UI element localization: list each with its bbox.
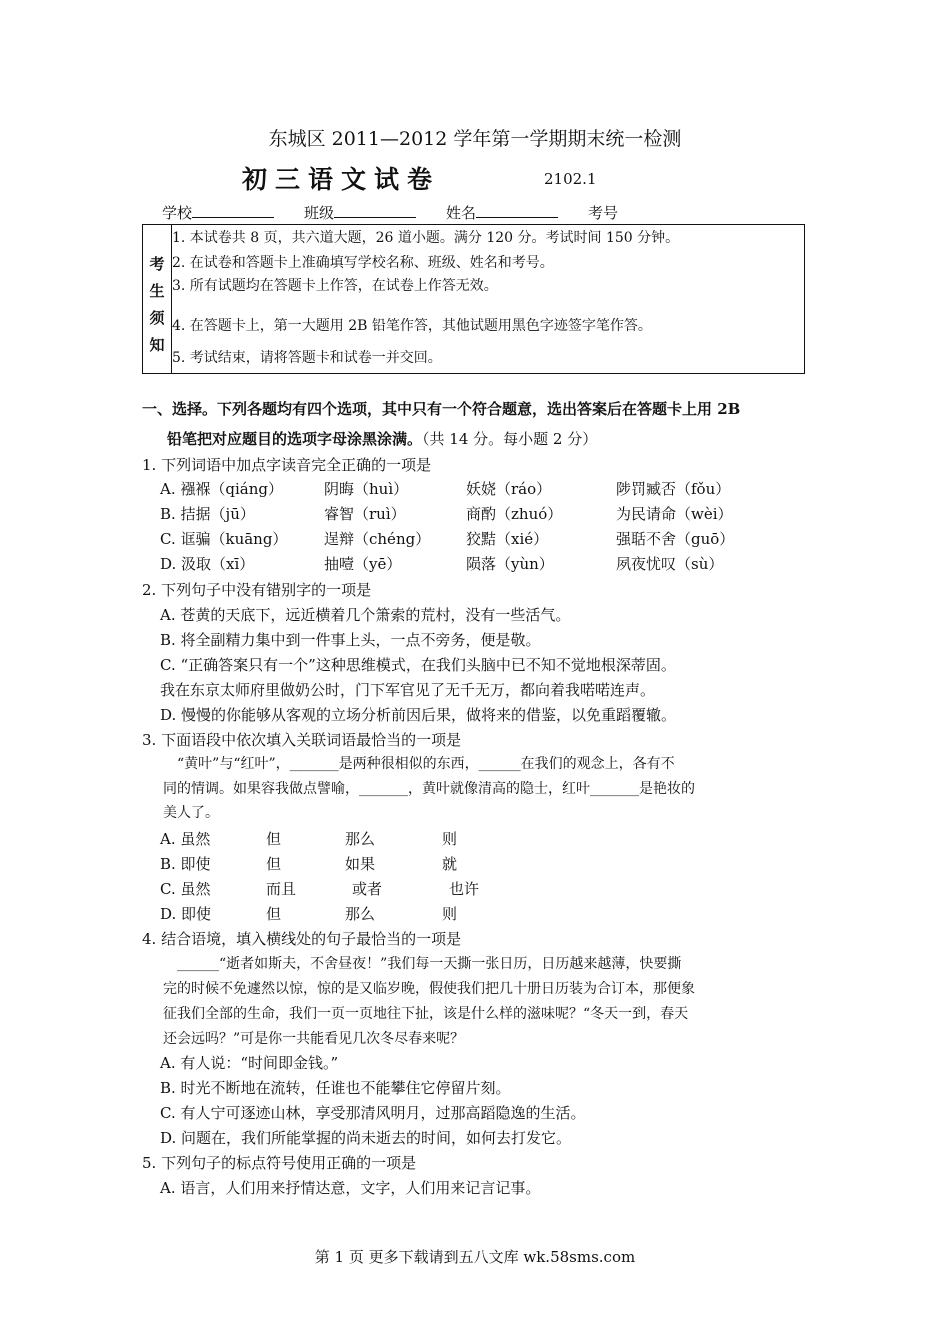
q1-option: 抽噎（yē）: [324, 555, 402, 573]
notice-label-char: 须: [149, 309, 165, 327]
q2-option: A. 苍黄的天底下，远近横着几个箫索的荒村，没有一些活气。: [160, 606, 571, 624]
notice-label-char: 生: [149, 282, 165, 300]
school-field: [162, 202, 274, 223]
section1-instruction: 铅笔把对应题目的选项字母涂黑涂满。: [167, 430, 423, 448]
exam-no-field: [588, 202, 618, 223]
page-footer: 第 1 页 更多下载请到五八文库 wk.58sms.com: [314, 1248, 636, 1266]
school-label: 学校: [162, 204, 193, 222]
notice-table: [142, 224, 805, 374]
q3-stem: 3. 下面语段中依次填入关联词语最恰当的一项是: [142, 731, 462, 749]
notice-label-char: 考: [149, 255, 165, 273]
section1-heading-line2: [167, 428, 597, 449]
q1-option: 睿智（ruì）: [324, 505, 406, 523]
class-label: 班级: [304, 204, 335, 222]
q4-passage-line: ______“逝者如斯夫，不舍昼夜！”我们每一天撕一张日历，日历越来越薄，快要撕: [177, 956, 682, 972]
notice-item: 5. 考试结束，请将答题卡和试卷一并交回。: [172, 350, 805, 374]
q3-option: 如果: [345, 855, 376, 873]
q1-option: 为民请命（wèi）: [616, 505, 733, 523]
q3-passage-line: 同的情调。如果容我做点譬喻，_______，黄叶就像清高的隐士，红叶_______是艳妆的: [163, 781, 695, 797]
q3-option: 也许: [449, 880, 480, 898]
q3-option: 但: [266, 855, 282, 873]
q1-option: D. 汲取（xī）: [160, 555, 255, 573]
q3-option: A. 虽然: [160, 830, 211, 848]
q3-option: 则: [442, 830, 458, 848]
q3-option: 但: [266, 830, 282, 848]
q1-option: 陟罚臧否（fǒu）: [616, 480, 731, 498]
q1-option: 阴晦（huì）: [324, 480, 409, 498]
q4-passage-line: 征我们全部的生命，我们一页一页地往下扯，该是什么样的滋味呢？“冬天一到，春天: [163, 1006, 689, 1022]
q1-stem: 1. 下列词语中加点字读音完全正确的一项是: [142, 456, 432, 474]
q1-option: B. 拮据（jū）: [160, 505, 255, 523]
q3-option: 而且: [266, 880, 297, 898]
name-field: [446, 202, 558, 223]
exam-date: 2102.1: [544, 170, 597, 188]
q4-option: B. 时光不断地在流转，任谁也不能攀住它停留片刻。: [160, 1079, 511, 1097]
q5-option: A. 语言，人们用来抒情达意，文字，人们用来记言记事。: [160, 1179, 541, 1197]
notice-label: [143, 225, 172, 374]
q1-option: A. 襁褓（qiáng）: [160, 480, 283, 498]
q3-option: 就: [442, 855, 458, 873]
q3-option: 那么: [345, 905, 376, 923]
q2-option: B. 将全副精力集中到一件事上头，一点不旁务，便是敬。: [160, 631, 541, 649]
notice-item: 3. 所有试题均在答题卡上作答，在试卷上作答无效。: [172, 278, 805, 318]
exam-title-line1: 东城区 2011—2012 学年第一学期期末统一检测: [268, 128, 682, 150]
q4-passage-line: 还会远吗？”可是你一共能看见几次冬尽春来呢？: [163, 1031, 465, 1047]
q4-option: A. 有人说：“时间即金钱。”: [160, 1054, 339, 1072]
q2-option: C. “正确答案只有一个”这种思维模式，在我们头脑中已不知不觉地根深蒂固。: [160, 656, 676, 674]
q3-option: 或者: [352, 880, 383, 898]
q1-option: 狡黠（xié）: [466, 530, 549, 548]
class-blank: [334, 203, 416, 218]
q1-option: 逞辩（chéng）: [324, 530, 431, 548]
exam-title-line2: 初三语文试卷: [242, 165, 441, 194]
notice-item: 1. 本试卷共 8 页，共六道大题，26 道小题。满分 120 分。考试时间 150 分钟。: [172, 225, 805, 256]
q3-option: C. 虽然: [160, 880, 211, 898]
q4-stem: 4. 结合语境，填入横线处的句子最恰当的一项是: [142, 930, 462, 948]
q4-option: D. 问题在，我们所能掌握的尚未逝去的时间，如何去打发它。: [160, 1129, 572, 1147]
q1-option: 夙夜忧叹（sù）: [616, 555, 724, 573]
q1-option: 强聒不舍（guō）: [616, 530, 735, 548]
exam-no-label: 考号: [588, 204, 619, 222]
q3-passage-line: 美人了。: [163, 805, 219, 821]
school-blank: [192, 203, 274, 218]
q2-option: 我在东京太师府里做奶公时，门下军官见了无千无万，都向着我喏喏连声。: [160, 681, 656, 699]
q1-option: C. 诓骗（kuāng）: [160, 530, 288, 548]
q3-option: D. 即使: [160, 905, 212, 923]
q3-option: 那么: [345, 830, 376, 848]
class-field: [304, 202, 416, 223]
notice-item: 2. 在试卷和答题卡上准确填写学校名称、班级、姓名和考号。: [172, 255, 805, 278]
name-blank: [476, 203, 558, 218]
q1-option: 商酌（zhuó）: [466, 505, 563, 523]
section1-score: （共 14 分。每小题 2 分）: [422, 430, 598, 448]
section1-heading: 一、选择。下列各题均有四个选项，其中只有一个符合题意，选出答案后在答题卡上用 2B: [142, 400, 741, 418]
q1-option: 陨落（yùn）: [466, 555, 554, 573]
notice-label-char: 知: [149, 336, 165, 354]
q4-passage-line: 完的时候不免遽然以惊，惊的是又临岁晚，假使我们把几十册日历装为合订本，那便象: [163, 981, 695, 997]
q2-stem: 2. 下列句子中没有错别字的一项是: [142, 581, 372, 599]
q3-option: 则: [442, 905, 458, 923]
name-label: 姓名: [446, 204, 477, 222]
q3-passage-line: “黄叶”与“红叶”，_______是两种很相似的东西，______在我们的观念上，各有不: [177, 756, 675, 772]
q3-option: B. 即使: [160, 855, 211, 873]
notice-item: 4. 在答题卡上，第一大题用 2B 铅笔作答，其他试题用黑色字迹签字笔作答。: [172, 318, 805, 350]
q1-option: 妖娆（ráo）: [466, 480, 552, 498]
q2-option: D. 慢慢的你能够从客观的立场分析前因后果，做将来的借鉴，以免重蹈覆辙。: [160, 706, 677, 724]
q3-option: 但: [266, 905, 282, 923]
q4-option: C. 有人宁可逐迹山林，享受那清风明月，过那高蹈隐逸的生活。: [160, 1104, 586, 1122]
q5-stem: 5. 下列句子的标点符号使用正确的一项是: [142, 1154, 417, 1172]
